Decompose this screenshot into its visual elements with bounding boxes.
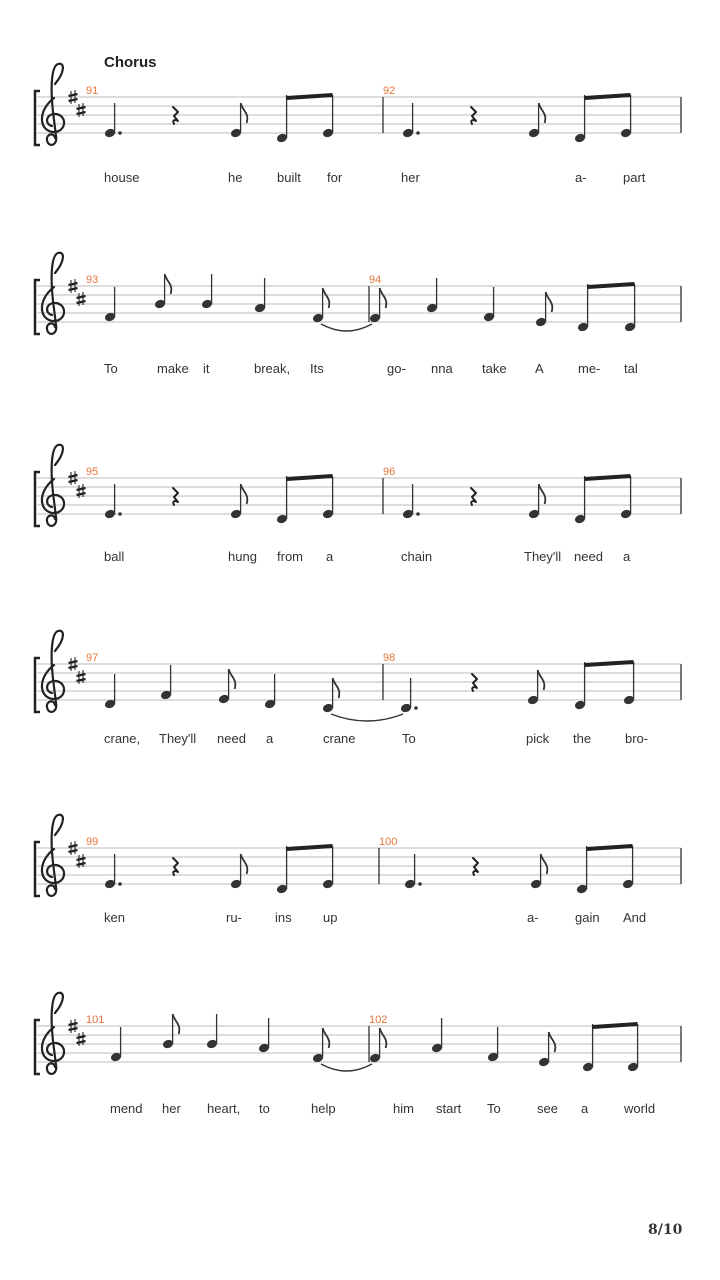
- note-beam: [287, 846, 333, 849]
- staff-system: [35, 445, 681, 564]
- lyric-syllable: A: [535, 361, 544, 376]
- lyric-syllable: ken: [104, 910, 125, 925]
- lyric-syllable: a: [326, 549, 334, 564]
- measure-number: 98: [383, 652, 396, 664]
- lyric-syllable: Its: [310, 361, 324, 376]
- lyric-syllable: go-: [387, 361, 406, 376]
- eighth-flag: [380, 1028, 387, 1048]
- lyric-syllable: her: [162, 1101, 181, 1116]
- staff-system: [35, 993, 681, 1116]
- lyric-syllable: from: [277, 549, 303, 564]
- dot: [414, 706, 418, 710]
- note-beam: [287, 95, 333, 98]
- lyric-syllable: he: [228, 170, 243, 185]
- dot: [416, 131, 420, 135]
- lyric-syllable: They'll: [524, 549, 562, 564]
- lyric-syllable: need: [217, 731, 246, 746]
- dot: [118, 512, 122, 516]
- note-beam: [588, 284, 635, 287]
- lyric-syllable: gain: [575, 910, 600, 925]
- lyric-syllable: ru-: [226, 910, 242, 925]
- eighth-flag: [380, 288, 387, 308]
- lyric-syllable: up: [323, 910, 338, 925]
- lyric-syllable: it: [203, 361, 210, 376]
- eighth-flag: [165, 274, 172, 294]
- lyric-syllable: a-: [575, 170, 587, 185]
- lyric-syllable: him: [393, 1101, 414, 1116]
- note-beam: [593, 1024, 638, 1027]
- measure-number: 91: [86, 85, 99, 97]
- staff-system: [35, 631, 681, 746]
- lyric-syllable: the: [573, 731, 592, 746]
- lyric-syllable: crane: [323, 731, 356, 746]
- tie: [321, 324, 372, 331]
- lyric-syllable: a: [581, 1101, 589, 1116]
- lyric-syllable: to: [259, 1101, 270, 1116]
- measure-number: 101: [86, 1014, 105, 1026]
- lyric-syllable: a: [266, 731, 274, 746]
- system-bracket: [35, 842, 40, 896]
- lyric-syllable: And: [623, 910, 647, 925]
- dot: [118, 882, 122, 886]
- lyric-syllable: need: [574, 549, 603, 564]
- lyric-syllable: ball: [104, 549, 125, 564]
- measure-number: 102: [369, 1014, 388, 1026]
- lyric-syllable: ins: [275, 910, 292, 925]
- page-indicator: 8/10: [648, 1222, 683, 1238]
- eighth-flag: [323, 1028, 330, 1048]
- lyric-syllable: mend: [110, 1101, 143, 1116]
- lyric-syllable: They'll: [159, 731, 197, 746]
- lyric-syllable: nna: [431, 361, 453, 376]
- lyric-syllable: chain: [401, 549, 433, 564]
- lyric-syllable: a: [623, 549, 631, 564]
- dot: [416, 512, 420, 516]
- tie: [321, 1064, 372, 1071]
- lyric-syllable: take: [482, 361, 507, 376]
- lyric-syllable: break,: [254, 361, 291, 376]
- lyric-syllable: heart,: [207, 1101, 241, 1116]
- lyric-syllable: pick: [526, 731, 550, 746]
- dot: [118, 131, 122, 135]
- measure-number: 95: [86, 466, 99, 478]
- lyric-syllable: for: [327, 170, 343, 185]
- system-bracket: [35, 280, 40, 334]
- measure-number: 100: [379, 836, 398, 848]
- lyric-syllable: built: [277, 170, 301, 185]
- lyric-syllable: To: [402, 731, 416, 746]
- system-bracket: [35, 1020, 40, 1074]
- measure-number: 99: [86, 836, 99, 848]
- lyric-syllable: To: [487, 1101, 501, 1116]
- note-beam: [585, 95, 631, 98]
- lyric-syllable: world: [624, 1101, 656, 1116]
- tie: [331, 714, 403, 721]
- lyric-syllable: To: [104, 361, 118, 376]
- lyric-syllable: see: [537, 1101, 558, 1116]
- measure-number: 96: [383, 466, 396, 478]
- eighth-flag: [333, 678, 340, 698]
- dot: [418, 882, 422, 886]
- staff-system: [35, 253, 681, 376]
- lyric-syllable: me-: [578, 361, 601, 376]
- lyric-syllable: part: [623, 170, 646, 185]
- system-bracket: [35, 472, 40, 526]
- system-bracket: [35, 658, 40, 712]
- note-beam: [287, 476, 333, 479]
- lyric-syllable: start: [436, 1101, 462, 1116]
- measure-number: 92: [383, 85, 396, 97]
- note-beam: [585, 476, 631, 479]
- lyric-syllable: house: [104, 170, 140, 185]
- eighth-flag: [323, 288, 330, 308]
- lyric-syllable: help: [311, 1101, 336, 1116]
- lyric-syllable: make: [157, 361, 189, 376]
- lyric-syllable: tal: [624, 361, 638, 376]
- measure-number: 97: [86, 652, 99, 664]
- lyric-syllable: a-: [527, 910, 539, 925]
- lyric-syllable: hung: [228, 549, 257, 564]
- lyric-syllable: crane,: [104, 731, 141, 746]
- system-bracket: [35, 91, 40, 145]
- note-beam: [587, 846, 633, 849]
- staff-system: [35, 815, 681, 925]
- section-title: Chorus: [104, 54, 157, 71]
- lyric-syllable: her: [401, 170, 420, 185]
- eighth-flag: [229, 669, 236, 689]
- staff-system: [35, 64, 681, 185]
- measure-number: 93: [86, 274, 99, 286]
- lyric-syllable: bro-: [625, 731, 649, 746]
- note-beam: [585, 662, 634, 665]
- measure-number: 94: [369, 274, 382, 286]
- eighth-flag: [173, 1014, 180, 1034]
